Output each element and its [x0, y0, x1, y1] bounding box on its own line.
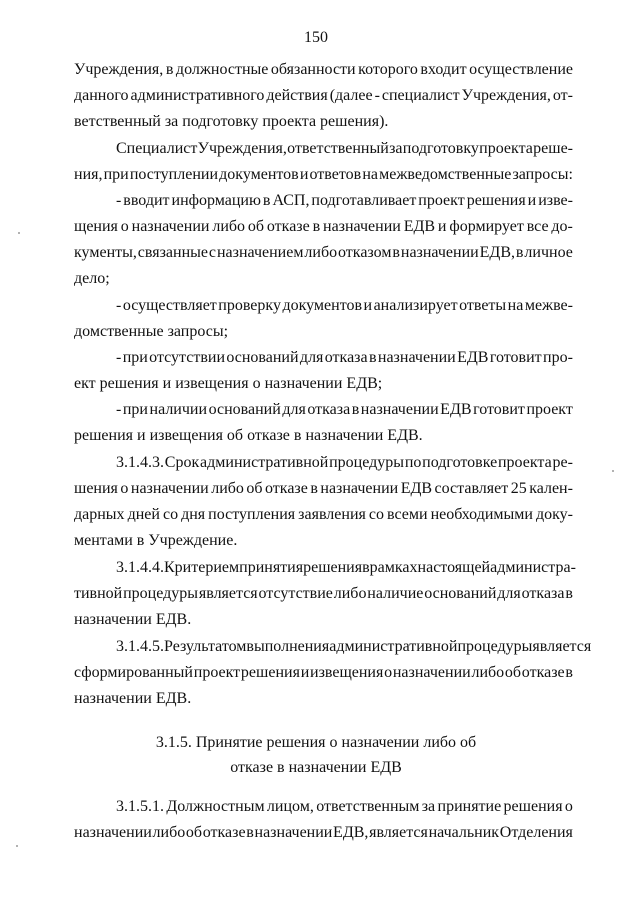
text-line: 3.1.4.5. Результатом выполнения административной процедуры является	[116, 638, 592, 655]
text-line: ект решения и извещения о назначении ЕДВ;	[74, 375, 383, 392]
text-line: - вводит информацию в АСП, подготавливает проект решения и изве-	[116, 192, 573, 209]
text-line: - при наличии оснований для отказа в назначении ЕДВ готовит проект	[116, 401, 573, 418]
text-line: назначении ЕДВ.	[74, 611, 192, 628]
text-line: ветственный за подготовку проекта решения).	[74, 113, 389, 130]
scan-speck	[18, 232, 20, 234]
text-line: 3.1.4.3. Срок административной процедуры по подготовке проекта ре-	[116, 454, 573, 471]
text-line: ментами в Учреждение.	[74, 532, 238, 549]
section-heading-line-1: 3.1.5. Принятие решения о назначении либо об	[155, 734, 477, 751]
text-line: - осуществляет проверку документов и анализирует ответы на межве-	[116, 297, 573, 314]
text-line: шения о назначении либо об отказе в назначении ЕДВ составляет 25 кален-	[74, 480, 573, 497]
text-line: - при отсутствии оснований для отказа в назначении ЕДВ готовит про-	[116, 349, 573, 366]
text-line: назначении ЕДВ.	[74, 690, 192, 707]
text-line: щения о назначении либо об отказе в назначении ЕДВ и формирует все до-	[74, 218, 573, 235]
scan-speck	[16, 845, 18, 847]
text-line: Специалист Учреждения, ответственный за подготовку проекта реше-	[116, 140, 573, 157]
text-line: Учреждения, в должностные обязанности которого входит осуществление	[74, 61, 573, 78]
text-line: дело;	[74, 270, 110, 287]
text-line: кументы, связанные с назначением либо отказом в назначении ЕДВ, в личное	[74, 244, 573, 261]
text-line: сформированный проект решения и извещения о назначении либо об отказе в	[74, 664, 573, 681]
section-heading-line-2: отказе в назначении ЕДВ	[230, 759, 402, 776]
text-line: домственные запросы;	[74, 323, 229, 340]
text-line: 3.1.4.4. Критерием принятия решения в рамках настоящей администра-	[116, 559, 576, 576]
text-line: ния, при поступлении документов и ответов на межведомственные запросы:	[74, 166, 573, 183]
text-line: 3.1.5.1. Должностным лицом, ответственным за принятие решения о	[116, 798, 573, 815]
text-line: тивной процедуры является отсутствие либо наличие оснований для отказа в	[74, 585, 573, 602]
text-line: решения и извещения об отказе в назначении ЕДВ.	[74, 427, 423, 444]
scan-speck	[612, 470, 614, 472]
page-number: 150	[304, 29, 328, 46]
text-line: данного административного действия (далее - специалист Учреждения, от-	[74, 87, 573, 104]
text-line: назначении либо об отказе в назначении ЕДВ, является начальник Отделения	[74, 824, 573, 841]
text-line: дарных дней со дня поступления заявления со всеми необходимыми доку-	[74, 506, 573, 523]
